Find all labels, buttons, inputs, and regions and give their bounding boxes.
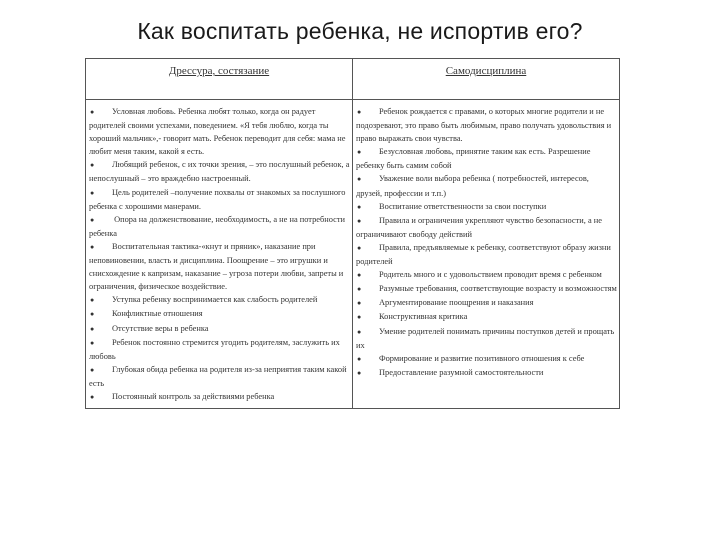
bullet-icon: ● [90, 161, 95, 170]
bullet-icon: ● [90, 242, 95, 251]
bullet-icon: ● [357, 299, 362, 308]
slide-title: Как воспитать ребенка, не испортив его? [137, 18, 583, 44]
bullet-icon: ● [357, 271, 362, 280]
table-header-row [86, 59, 620, 100]
bullet-icon: ● [90, 324, 95, 333]
bullet-icon: ● [357, 216, 362, 225]
list-item: ● Уважение воли выбора ребенка ( потребностей, интересов, друзей, профессии и т.п.) [356, 174, 589, 198]
right-column-cell [353, 100, 620, 409]
list-item: ● Ребенок постоянно стремится угодить родителям, заслужить их любовь [89, 337, 340, 361]
list-item: ● Уступка ребенку воспринимается как слабость родителей [89, 293, 350, 307]
list-item: ● Предоставление разумной самостоятельности [356, 366, 617, 380]
bullet-icon: ● [357, 108, 362, 116]
list-item: ● Постоянный контроль за действиями ребенка [89, 390, 350, 404]
list-item: ● Безусловная любовь, принятие таким как есть. Разрешение ребенку быть самим собой [356, 147, 591, 171]
bullet-icon: ● [90, 215, 95, 224]
bullet-icon: ● [357, 354, 362, 363]
list-item: ● Условная любовь. Ребенка любят только, когда он радует родителей своими успехами, поведением. «Я тебя люблю, когда ты хороший мальчик»,- говорит мать. Ребенок переводит для себя: мама не любит меня таким, какой я есть. [89, 107, 346, 157]
bullet-icon: ● [357, 243, 362, 252]
list-item: ● Правила и ограничения укрепляют чувство безопасности, а не ограничивают свободу действий [356, 215, 602, 239]
bullet-icon: ● [357, 202, 362, 211]
list-item: ● Конфликтные отношения [89, 307, 350, 321]
list-item: ● Конструктивная критика [356, 310, 617, 324]
list-item: ● Глубокая обида ребенка на родителя из-за неприятия таким какой есть [89, 364, 347, 388]
left-column-cell [86, 100, 353, 409]
list-item: ● Правила, предъявляемые к ребенку, соответствуют образу жизни родителей [356, 242, 611, 267]
list-item: ● Опора на долженствование, необходимость, а не на потребности ребенка [89, 214, 345, 238]
header-training: Дрессура, состязание [86, 59, 353, 100]
bullet-icon: ● [357, 148, 362, 157]
list-item: ● Ребенок рождается с правами, о которых многие родители и не подозревают, это право быть любимым, право получать удовольствия и право выражать свои чувства. [356, 107, 612, 144]
bullet-icon: ● [357, 285, 362, 294]
list-item: ● Любящий ребенок, с их точки зрения, – это послушный ребенок, а непослушный – это враждебно настроенный. [89, 160, 350, 184]
list-item: ● Аргументирование поощрения и наказания [356, 296, 617, 310]
bullet-icon: ● [90, 338, 95, 347]
list-item: ● Родитель много и с удовольствием проводит время с ребенком [356, 268, 617, 282]
list-item: ● Цель родителей –получение похвалы от знакомых за послушного ребенка с хорошими манерами. [89, 187, 346, 211]
list-item: ● Воспитательная тактика-«кнут и пряник», наказание при неповиновении, власть и дисциплина. Поощрение – это игрушки и снисхождение к капризам, наказание – угроза потери любви, запреты и ограничения, физическое воздействие. [89, 241, 344, 292]
list-item: ● Формирование и развитие позитивного отношения к себе [356, 352, 617, 366]
bullet-icon: ● [90, 296, 95, 305]
header-self-discipline: Самодисциплина [353, 59, 620, 100]
bullet-icon: ● [90, 392, 95, 401]
list-item: ● Воспитание ответственности за свои поступки [356, 200, 617, 214]
list-item: ● Разумные требования, соответствующие возрасту и возможностям [356, 282, 617, 296]
bullet-icon: ● [357, 327, 362, 336]
bullet-icon: ● [90, 108, 95, 116]
bullet-icon: ● [357, 313, 362, 322]
list-item: ● Отсутствие веры в ребенка [89, 322, 350, 336]
comparison-table [85, 58, 620, 409]
bullet-icon: ● [357, 175, 362, 184]
bullet-icon: ● [357, 368, 362, 377]
table-row [86, 100, 620, 409]
list-item: ● Умение родителей понимать причины поступков детей и прощать их [356, 326, 615, 350]
bullet-icon: ● [90, 365, 95, 374]
bullet-icon: ● [90, 188, 95, 197]
bullet-icon: ● [90, 310, 95, 319]
